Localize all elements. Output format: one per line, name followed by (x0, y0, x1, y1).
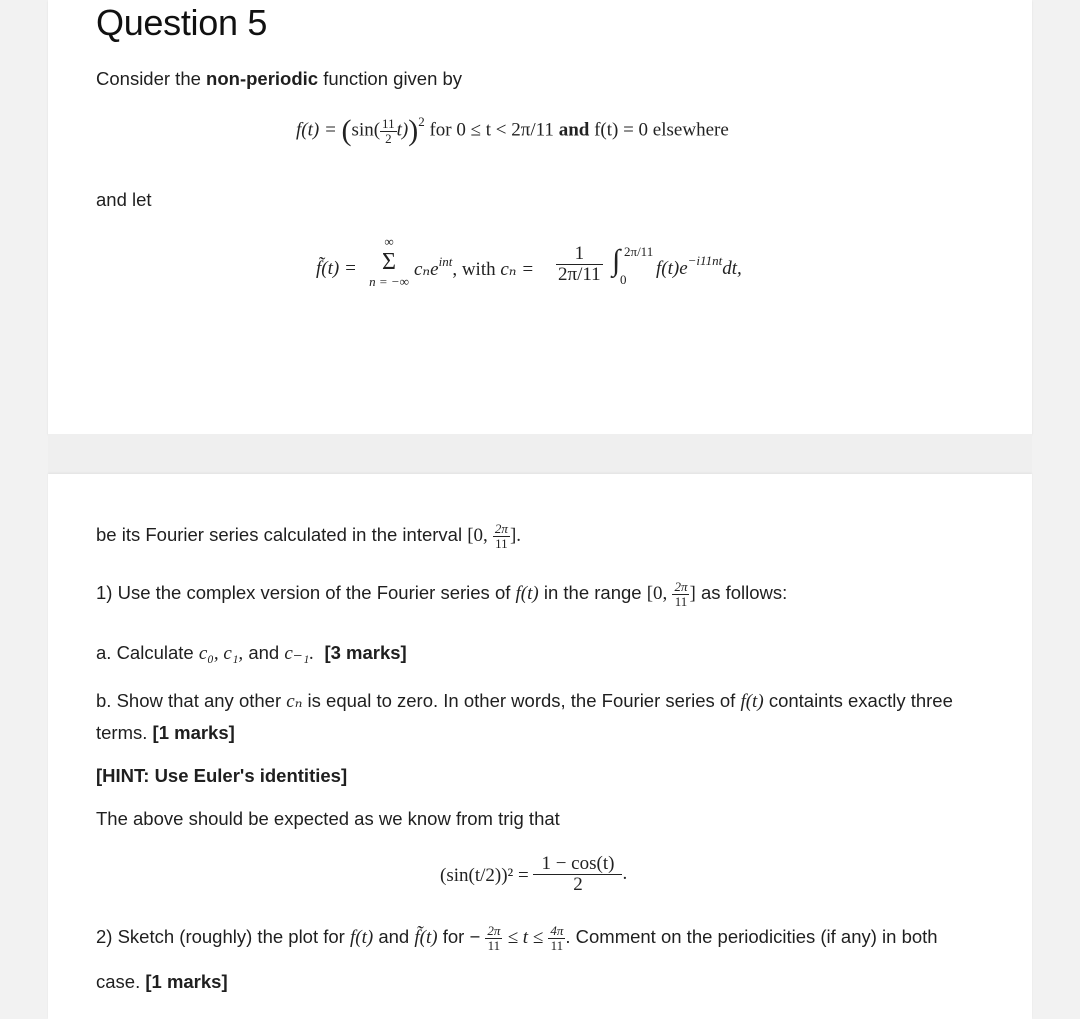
intro-text: Consider the non-periodic function given by (96, 68, 463, 89)
integrand: $f(t)e^{-i11nt}dt$, (656, 253, 742, 279)
integral-lower: 0 (620, 272, 627, 287)
question-1b-line2: terms. [1 marks] (96, 722, 235, 743)
equation-fourier: f̃(t) = (316, 258, 357, 279)
fourier-interval-line: be its Fourier series calculated in the interval [0, $\frac{2\pi}{11}$ ]. (96, 521, 522, 551)
hint-text: [HINT: Use Euler's identities] (96, 765, 348, 786)
sum-term: cₙe$^{int}$, with cₙ = (414, 254, 535, 280)
question-card-top (48, 0, 1032, 434)
card-separator (48, 434, 1032, 474)
question-1a: a. Calculate c₀, c₁, and c₋₁. [3 marks] (96, 642, 407, 664)
trig-intro: The above should be expected as we know from trig that (96, 808, 560, 829)
question-1: 1) Use the complex version of the Fourier series of f(t) in the range [0, $\frac{2\pi}{11}$ ] as follows: (96, 579, 788, 609)
cn-fraction: $\frac{1}{2\pi/11}$ (558, 243, 601, 285)
question-2-line2: case. [1 marks] (96, 971, 228, 992)
integral-sign: ∫ (612, 244, 621, 277)
integral-upper: 2π/11 (624, 244, 654, 259)
question-2: 2) Sketch (roughly) the plot for f(t) and f̃(t) for − $\frac{2\pi}{11}$ ≤ t ≤ $\frac{4\pi}{11}$ . Comment on the periodicities (if any) in both (96, 923, 938, 953)
frac-11-2: $\frac{11}{2}$ (382, 115, 395, 146)
question-1b: b. Show that any other cₙ is equal to zero. In other words, the Fourier series of f(t) containts exactly three (96, 690, 953, 712)
sigma-block: ∞ Σ n = −∞ (369, 234, 409, 289)
equation-f: f(t) = (sin( $\frac{11}{2}$ t))$^2$ for 0 ≤ t < 2π/11 and f(t) = 0 elsewhere (296, 114, 729, 147)
and-let-text: and let (96, 189, 152, 210)
trig-identity: (sin(t/2))² = $\frac{1 - \cos(t)}{2}$ . (440, 853, 628, 895)
question-title: Question 5 (96, 2, 268, 43)
